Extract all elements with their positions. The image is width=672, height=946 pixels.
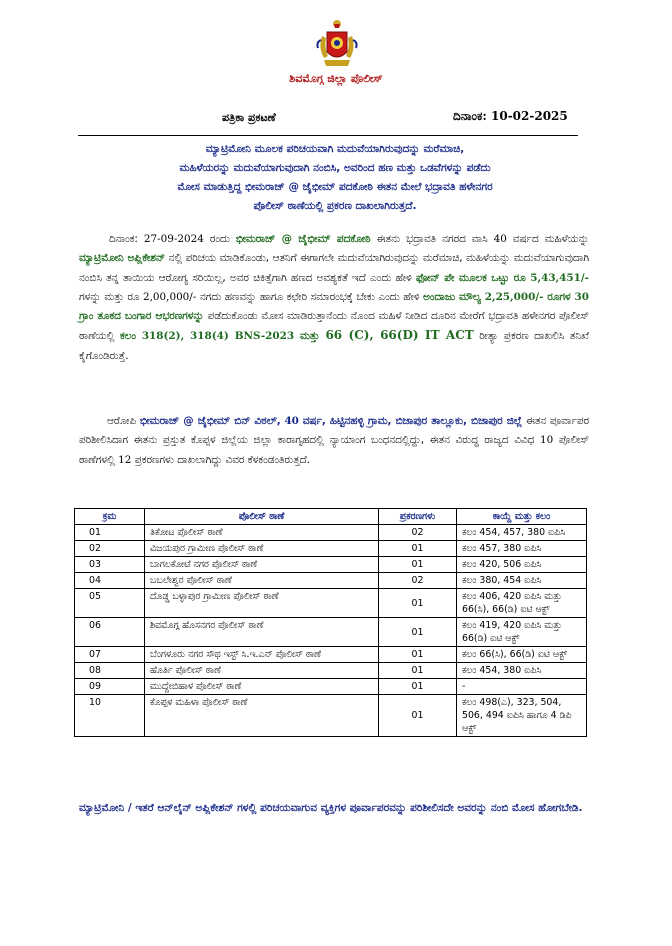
header-station: ಪೊಲೀಸ್ ಠಾಣೆ [145,509,379,525]
text: ದಿನಾಂಕ: [109,233,144,245]
incident-date: 27-09-2024 [143,233,204,245]
row-cases: 01 [379,695,457,737]
row-law: ಕಲಂ 406, 420 ಐಪಿಸಿ ಮತ್ತು 66(ಸಿ), 66(ಡಿ) ಐಟಿ ಆಕ್ಟ್ [457,589,587,618]
header-law: ಕಾಯ್ದೆ ಮತ್ತು ಕಲಂ [457,509,587,525]
row-station: ಬಬಲೇಶ್ವರ ಪೊಲೀಸ್ ಠಾಣೆ [145,573,379,589]
row-law: ಕಲಂ 419, 420 ಐಪಿಸಿ ಮತ್ತು 66(ಡಿ) ಐಟಿ ಆಕ್ಟ್ [457,618,587,647]
legal-sections [120,330,474,342]
accused-age: 40 [284,415,299,427]
accused-address: ವರ್ಷ, ಹಿಟ್ಟಿನಹಳ್ಳಿ ಗ್ರಾಮ, ಬಿಜಾಪುರ ತಾಲ್ಲೂಕು, ಬಿಜಾಪುರ ಜಿಲ್ಲೆ [302,415,523,427]
subject-line-3: ಮೋಸ ಮಾಡುತ್ತಿದ್ದ ಭೀಮರಾಜ್ @ ಜೈಭೀಮ್ ಪದಕೋಠಿ ಈತನ ಮೇಲೆ ಭದ್ರಾವತಿ ಹಳೇನಗರ [177,181,493,193]
table-row [75,589,587,618]
row-station: ಬೆಂಗಳೂರು ನಗರ ಸೌಥ ಇಸ್ಟ್ ಸಿ.ಇ.ಎನ್ ಪೊಲೀಸ್ ಠಾಣೆ [145,647,379,663]
row-station: ತಿಕೋಟ ಪೊಲೀಸ್ ಠಾಣೆ [145,525,379,541]
row-serial: 02 [75,541,145,557]
row-cases: 01 [379,663,457,679]
department-title: ಶಿವಮೊಗ್ಗ ಜಿಲ್ಲಾ ಪೊಲೀಸ್ [289,72,383,85]
text: ಮತ್ತು [299,330,320,343]
matrimony-app: ಮ್ಯಾಟ್ರಿಮೋನಿ ಅಪ್ಲಿಕೇಶನ್ [79,252,166,265]
it-act-sections: 66 (C), 66(D) IT ACT [325,328,474,343]
table-row [75,525,587,541]
text: ಅಂದಾಜು ಮೌಲ್ಯ [423,290,481,303]
row-serial: 09 [75,679,145,695]
section-numbers: 318(2), 318(4) [141,330,229,343]
amount-cash: 2,00,000/- [143,290,197,303]
station-count: 10 [540,434,554,447]
row-station: ಮುದ್ದೇಬಿಹಾಳ ಪೊಲೀಸ್ ಠಾಣೆ [145,679,379,695]
text: ಗ್ರಾಂ ತೂಕದ ಬಂಗಾರ ಆಭರಣಗಳನ್ನು [79,310,204,323]
row-law: - [457,679,587,695]
table-header-row [75,509,587,525]
text: ಪೊಲೀಸ್ ಠಾಣೆಗಳಲ್ಲಿ [79,434,589,466]
row-law: ಕಲಂ 420, 506 ಐಪಿಸಿ [457,557,587,573]
table-row [75,679,587,695]
subject-heading [90,140,580,216]
cases-table [74,508,587,737]
header-cases: ಪ್ರಕರಣಗಳು [379,509,457,525]
row-station: ಶಿವಮೊಗ್ಗ ಹೊಸನಗರ ಪೊಲೀಸ್ ಠಾಣೆ [145,618,379,647]
row-cases: 01 [379,589,457,618]
row-law: ಕಲಂ 454, 457, 380 ಐಪಿಸಿ [457,525,587,541]
subject-line-2: ಮಹಿಳೆಯರನ್ನು ಮದುವೆಯಾಗುವುದಾಗಿ ನಂಬಿಸಿ, ಅವರಿಂದ ಹಣ ಮತ್ತು ಒಡವೆಗಳನ್ನು ಪಡೆದು [179,162,491,174]
public-advisory: ಮ್ಯಾಟ್ರಿಮೋನಿ / ಇತರೆ ಆನ್‌ಲೈನ್ ಅಪ್ಲಿಕೇಶನ್ ಗಳಲ್ಲಿ ಪರಿಚಯವಾಗುವ ವ್ಯಕ್ತಿಗಳ ಪೂರ್ವಾಪರವನ್ನು ಪರಿಶೀಲಿಸದೇ ಅವರನ್ನು ನಂಬಿ ಮೋಸ ಹೋಗಬೇಡಿ. [79,802,583,814]
case-count: 12 [118,453,132,466]
text: ಪಡೆದುಕೊಂಡು ಮೋಸ ಮಾಡಿರುತ್ತಾನೆಂದು ನೊಂದ ಮಹಿಳೆ ನೀಡಿದ ದೂರಿನ ಮೇರೆಗೆ ಭದ್ರಾವತಿ ಹಳೇನಗರ ಪೊಲೀಸ್ ಠಾಣೆಯಲ್ಲಿ [79,310,589,343]
table-row [75,618,587,647]
table-row [75,541,587,557]
row-law: ಕಲಂ 380, 454 ಐಪಿಸಿ [457,573,587,589]
table-row [75,695,587,737]
row-serial: 05 [75,589,145,618]
bns-code: BNS-2023 [234,330,295,343]
text: ರೀತ್ಯಾ ಪ್ರಕರಣ ದಾಖಲಿಸಿ ತನಿಖೆ ಕೈಗೊಂಡಿರುತ್ತೆ. [79,330,590,362]
amount-phonepe: 5,43,451/- [530,271,589,284]
row-law: ಕಲಂ 457, 380 ಐಪಿಸಿ [457,541,587,557]
row-cases: 02 [379,525,457,541]
row-serial: 03 [75,557,145,573]
row-cases: 01 [379,647,457,663]
row-serial: 04 [75,573,145,589]
release-date [453,109,568,124]
header-divider [78,135,578,136]
text: ಪ್ರಕರಣಗಳು ದಾಖಲಾಗಿದ್ದು ವಿವರ ಕೆಳಕಂಡಂತಿರುತ್ತದೆ. [131,453,311,466]
accused-full-name: ಭೀಮರಾಜ್ @ ಜೈಭೀಮ್ ಬಿನ್ ವಿಠಲ್, [139,415,281,427]
table-row [75,573,587,589]
text: ರಂದು [203,233,236,245]
victim-age: 40 [493,233,507,245]
row-cases: 01 [379,618,457,647]
row-law: ಕಲಂ 66(ಸಿ), 66(ಡಿ) ಐಟಿ ಆಕ್ಟ್ [457,647,587,663]
header-serial: ಕ್ರಮ [75,509,145,525]
phonepe-text [416,272,589,284]
gold-grams: 30 [574,290,589,303]
row-station: ದೊಡ್ಡ ಬಳ್ಳಾಪುರ ಗ್ರಾಮೀಣ ಪೊಲೀಸ್ ಠಾಣೆ [145,589,379,618]
date-label: ದಿನಾಂಕ: [453,109,487,123]
row-station: ಕೊಪ್ಪಳ ಮಹಿಳಾ ಪೊಲೀಸ್ ಠಾಣೆ [145,695,379,737]
text: ಕಲಂ [119,330,136,343]
accused-name: ಭೀಮರಾಜ್ @ ಜೈಭೀಮ್ ಪದಕೋಠಿ [235,233,371,245]
text: ವರ್ಷದ ಮಹಿಳೆಯನ್ನು [506,233,589,245]
row-station: ಹೊರ್ತಿ ಪೊಲೀಸ್ ಠಾಣೆ [145,663,379,679]
row-serial: 08 [75,663,145,679]
table-row [75,663,587,679]
row-cases: 02 [379,573,457,589]
text: ಫೋನ್ ಪೇ ಮೂಲಕ ಒಟ್ಟು ರೂ [416,271,526,284]
row-serial: 01 [75,525,145,541]
row-station: ಬಾಗಲಕೋಟೆ ನಗರ ಪೊಲೀಸ್ ಠಾಣೆ [145,557,379,573]
text: ರೂಗಳ [547,290,571,303]
row-station: ವಿಜಯಪುರ ಗ್ರಾಮೀಣ ಪೊಲೀಸ್ ಠಾಣೆ [145,541,379,557]
row-serial: 07 [75,647,145,663]
row-cases: 01 [379,541,457,557]
press-release-label: ಪತ್ರಿಕಾ ಪ್ರಕಟಣೆ [222,111,276,124]
text: ಗಳನ್ನು ಮತ್ತು ರೂ [79,290,144,303]
text: ಆರೋಪಿ [107,415,140,427]
incident-paragraph [79,230,589,366]
text: ನಗದು ಹಣವನ್ನು ಹಾಗೂ ಕಛೇರಿ ಸಮಾರಂಭಕ್ಕೆ ಬೇಕು ಎಂದು ಹೇಳಿ [196,290,423,303]
amount-gold: 2,25,000/- [484,290,544,303]
text: ನಲ್ಲಿ ಪರಿಚಯ ಮಾಡಿಕೊಂಡು, ಆತನಿಗೆ ಈಗಾಗಲೇ ಮದುವೆಯಾಗಿರುವುದನ್ನು ಮರೆಮಾಚಿ, ಮಹಿಳೆಯನ್ನು ಮದುವೆಯಾಗುವುದಾಗಿ ನಂಬಿಸಿ ತನ್ನ ತಾಯಿಯ ಆರೋಗ್ಯ ಸರಿಯಿಲ್ಲ, ಅವರ ಚಿಕಿತ್ಸೆಗಾಗಿ ಹಣದ ಅವಶ್ಯಕತೆ ಇದೆ ಎಂದು ಹೇಳಿ [79,252,589,284]
row-cases: 01 [379,679,457,695]
subject-line-4: ಪೊಲೀಸ್ ಠಾಣೆಯಲ್ಲಿ ಪ್ರಕರಣ ದಾಖಲಾಗಿರುತ್ತದೆ. [253,200,417,212]
text: ಈತನ ಪೂರ್ವಾಪರ ಪರಿಶೀಲಿಸಿದಾಗ ಈತನು ಪ್ರಸ್ತುತ ಕೊಪ್ಪಳ ಜಿಲ್ಲೆಯ ಜಿಲ್ಲಾ ಕಾರಾಗೃಹದಲ್ಲಿ ನ್ಯಾಯಾಂಗ ಬಂಧನದಲ್ಲಿದ್ದು, ಈತನ ವಿರುದ್ಧ ರಾಜ್ಯದ ವಿವಿಧ [79,415,589,447]
row-law: ಕಲಂ 454, 380 ಐಪಿಸಿ [457,663,587,679]
background-paragraph [79,412,589,470]
row-law: ಕಲಂ 498(ಎ), 323, 504, 506, 494 ಐಪಿಸಿ ಹಾಗೂ 4 ಡಿಪಿ ಆಕ್ಟ್ [457,695,587,737]
text: ಈತನು ಭದ್ರಾವತಿ ನಗರದ ವಾಸಿ [370,233,494,245]
karnataka-police-emblem-icon [312,18,362,70]
table-row [75,557,587,573]
row-cases: 01 [379,557,457,573]
row-serial: 06 [75,618,145,647]
row-serial: 10 [75,695,145,737]
date-value: 10-02-2025 [491,109,568,123]
table-row [75,647,587,663]
subject-line-1: ಮ್ಯಾಟ್ರಿಮೋನಿ ಮೂಲಕ ಪರಿಚಯವಾಗಿ ಮದುವೆಯಾಗಿರುವುದನ್ನು ಮರೆಮಾಚಿ, [205,143,465,155]
